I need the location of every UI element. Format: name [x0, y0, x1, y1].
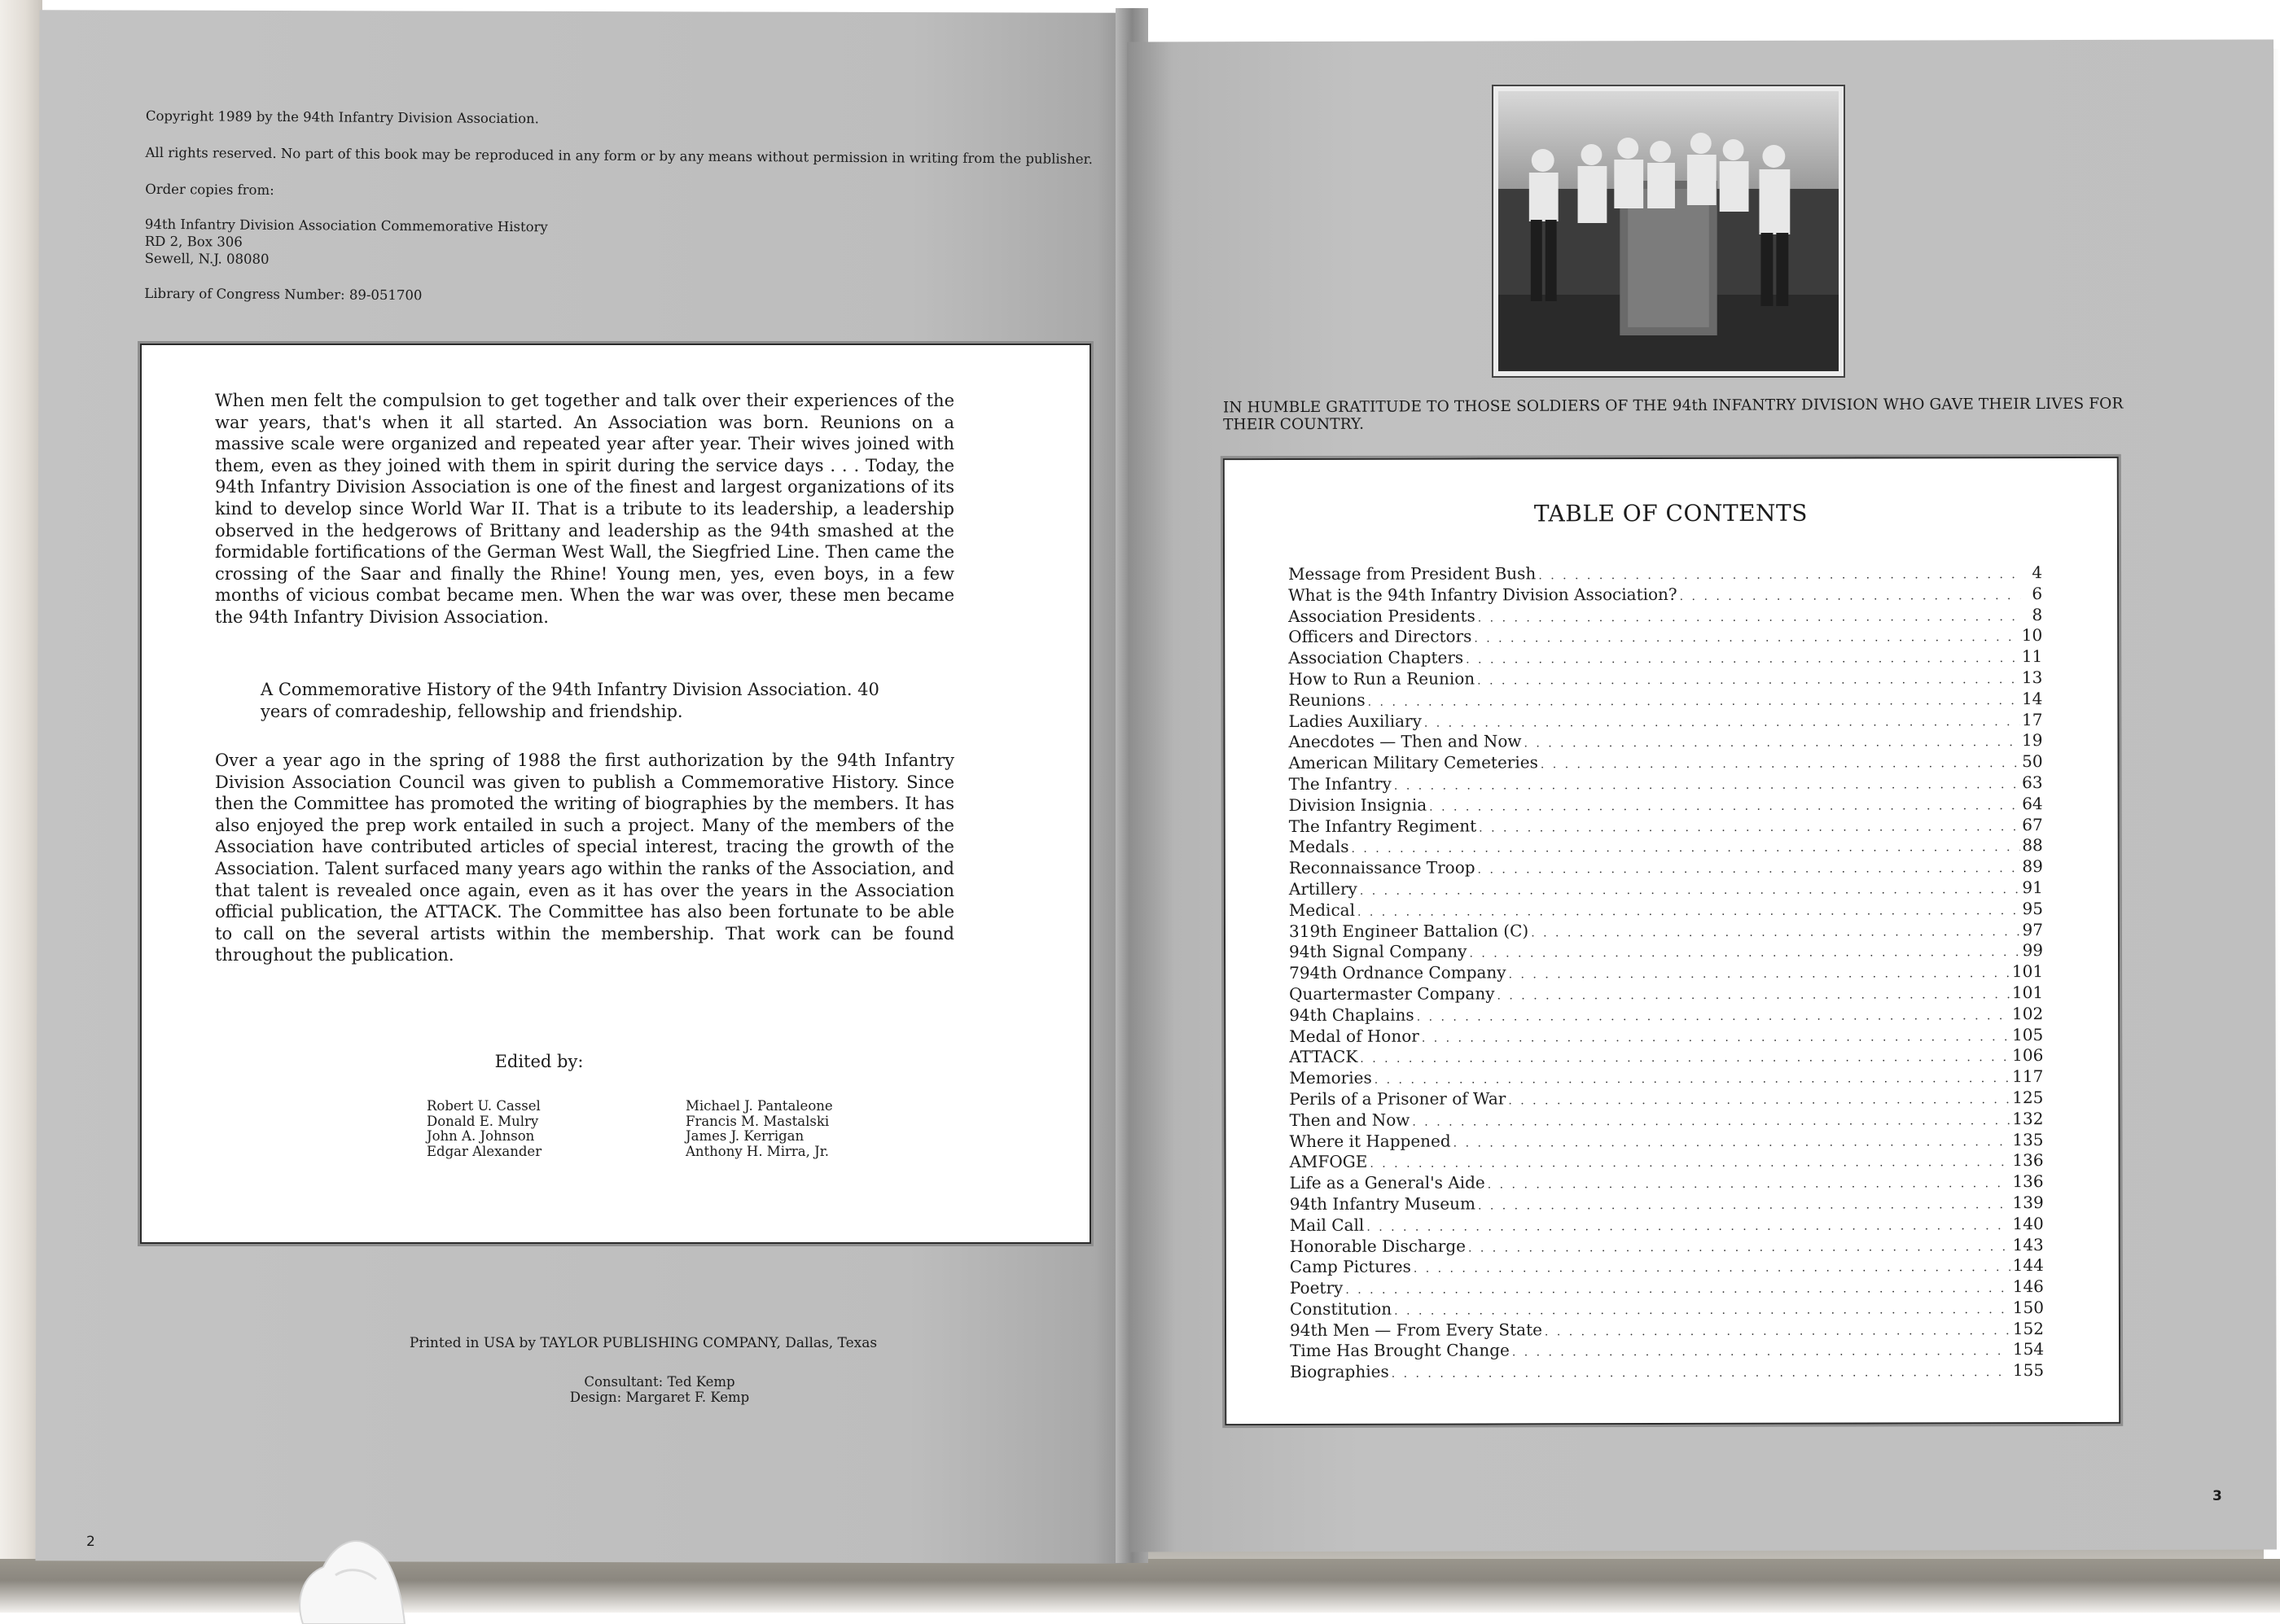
toc-entry — [1289, 751, 2043, 774]
foreword-box — [140, 344, 1091, 1244]
editors-column-1 — [427, 1099, 542, 1159]
toc-entry-title: Constitution — [1289, 1298, 1392, 1319]
toc-dot-leader — [1477, 673, 2019, 687]
toc-entry-title: 319th Engineer Battalion (C) — [1288, 920, 1529, 941]
toc-entry-page: 136 — [2012, 1150, 2044, 1171]
toc-entry-title: Medal of Honor — [1289, 1026, 1419, 1046]
toc-entry-page: 150 — [2012, 1297, 2044, 1318]
memorial-photo — [1492, 85, 1845, 378]
toc-entry — [1288, 646, 2042, 669]
toc-entry — [1289, 878, 2043, 900]
toc-entry-title: Camp Pictures — [1289, 1256, 1411, 1277]
toc-entry-page: 106 — [2012, 1045, 2044, 1066]
toc-list — [1288, 562, 2044, 1383]
page-number-left: 2 — [86, 1534, 95, 1550]
copyright-block — [144, 107, 1107, 328]
toc-entry-title: American Military Cemeteries — [1288, 752, 1538, 773]
toc-entry-page: 135 — [2012, 1129, 2044, 1149]
toc-entry-title: 94th Infantry Museum — [1289, 1193, 1475, 1214]
toc-dot-leader — [1366, 1219, 2010, 1234]
toc-entry — [1288, 689, 2042, 711]
toc-entry-page: 64 — [2022, 793, 2043, 813]
order-label: Order copies from: — [145, 181, 274, 198]
toc-entry — [1288, 730, 2042, 753]
toc-entry — [1289, 940, 2043, 963]
toc-entry-page: 101 — [2011, 961, 2044, 982]
toc-dot-leader — [1360, 883, 2020, 898]
toc-entry-title: How to Run a Reunion — [1288, 668, 1475, 689]
toc-entry — [1289, 794, 2043, 816]
toc-entry-title: 94th Signal Company — [1289, 941, 1467, 962]
toc-entry — [1288, 605, 2042, 628]
editors-column-2 — [686, 1099, 833, 1159]
toc-entry-title: What is the 94th Infantry Division Association? — [1288, 584, 1677, 605]
toc-entry-page: 17 — [2021, 709, 2043, 729]
toc-entry — [1289, 1045, 2043, 1068]
toc-entry-page: 146 — [2012, 1276, 2044, 1297]
toc-entry — [1290, 1255, 2044, 1278]
toc-entry-title: The Infantry Regiment — [1288, 816, 1477, 836]
toc-dot-leader — [1474, 631, 2019, 645]
toc-entry — [1288, 710, 2042, 733]
toc-entry-title: Ladies Auxiliary — [1288, 711, 1422, 731]
toc-dot-leader — [1429, 799, 2019, 814]
history-paragraph: Over a year ago in the spring of 1988 the first authorization by the 94th Infantry Division Association Council was given to publish a Commemorative History. Since then the Committee has promoted the writing of biographies by the members. It has also enjoyed the prep work entailed in such a project. Many of the members of the Association have contributed articles of special interest, tracing the growth of the Association. Talent surfaced many years ago within the ranks of the Association, and that talent is revealed once again, even as it has over the years in the Association official publication, the ATTACK. The Committee has also been fortunate to be able to call on the several artists within the membership. That work can be found throughout the publication. — [215, 751, 954, 965]
toc-dot-leader — [1479, 821, 2019, 834]
toc-entry — [1289, 961, 2043, 984]
toc-entry-title: Message from President Bush — [1288, 563, 1537, 584]
toc-entry — [1289, 1109, 2043, 1132]
toc-dot-leader — [1422, 1031, 2010, 1045]
toc-dot-leader — [1538, 568, 2020, 582]
toc-entry-title: Reconnaissance Troop — [1288, 857, 1475, 878]
toc-entry-page: 6 — [2032, 583, 2043, 603]
toc-dot-leader — [1375, 1072, 2010, 1087]
address-line: Sewell, N.J. 08080 — [144, 250, 270, 267]
design-credit: Design: Margaret F. Kemp — [569, 1390, 750, 1405]
toc-entry-page: 144 — [2012, 1255, 2044, 1276]
editor-name: Michael J. Pantaleone — [686, 1098, 833, 1114]
editor-name: Edgar Alexander — [427, 1143, 542, 1159]
toc-entry — [1289, 1066, 2043, 1089]
toc-entry — [1290, 1193, 2044, 1215]
toc-entry-page: 139 — [2012, 1192, 2044, 1213]
toc-entry — [1289, 1004, 2043, 1026]
toc-dot-leader — [1488, 1177, 2010, 1191]
toc-entry — [1290, 1235, 2044, 1258]
edited-by-heading: Edited by: — [494, 1052, 584, 1071]
toc-entry-page: 11 — [2021, 646, 2043, 667]
toc-entry-page: 143 — [2012, 1234, 2044, 1254]
toc-entry — [1289, 1130, 2043, 1153]
toc-dot-leader — [1417, 1009, 2010, 1024]
toc-entry — [1289, 856, 2043, 879]
toc-dot-leader — [1370, 1156, 2010, 1171]
group-photo-image — [1498, 91, 1839, 371]
toc-entry-title: Mail Call — [1289, 1215, 1365, 1235]
toc-dot-leader — [1531, 926, 2019, 939]
editor-name: Anthony H. Mirra, Jr. — [686, 1143, 830, 1159]
credits — [472, 1374, 847, 1405]
toc-entry-page: 97 — [2022, 919, 2043, 939]
toc-entry-page: 91 — [2022, 877, 2043, 898]
toc-dot-leader — [1466, 652, 2019, 666]
toc-dot-leader — [1454, 1136, 2010, 1149]
toc-dot-leader — [1541, 757, 2019, 771]
toc-entry-page: 13 — [2021, 668, 2043, 688]
toc-dot-leader — [1345, 1282, 2010, 1297]
toc-entry-page: 14 — [2021, 688, 2043, 708]
toc-dot-leader — [1392, 1366, 2010, 1381]
commemorative-line: A Commemorative History of the 94th Infantry Division Association. 40 years of comradeship, fellowship and friendship. — [261, 680, 879, 721]
toc-dot-leader — [1478, 1198, 2010, 1212]
toc-entry-page: 152 — [2012, 1318, 2045, 1338]
toc-dot-leader — [1357, 904, 2020, 919]
toc-entry — [1289, 815, 2043, 838]
toc-entry-page: 89 — [2022, 856, 2043, 877]
toc-title: TABLE OF CONTENTS — [1533, 499, 1808, 527]
toc-entry-page: 88 — [2022, 835, 2043, 856]
toc-entry-title: Honorable Discharge — [1289, 1236, 1466, 1256]
toc-entry — [1290, 1276, 2044, 1299]
editor-name: Donald E. Mulry — [427, 1113, 539, 1129]
toc-entry-title: The Infantry — [1288, 773, 1392, 794]
toc-entry-title: Officers and Directors — [1288, 626, 1472, 647]
toc-entry-title: 794th Ordnance Company — [1289, 962, 1506, 983]
table-of-contents — [1223, 457, 2120, 1425]
toc-entry-title: 94th Men — From Every State — [1289, 1320, 1542, 1340]
toc-entry-title: Perils of a Prisoner of War — [1289, 1088, 1506, 1109]
toc-entry — [1289, 1025, 2043, 1048]
toc-entry-title: Quartermaster Company — [1289, 983, 1495, 1004]
toc-dot-leader — [1412, 1114, 2010, 1129]
toc-dot-leader — [1508, 1093, 2010, 1107]
toc-entry — [1288, 625, 2042, 648]
toc-entry — [1290, 1319, 2044, 1342]
toc-entry — [1289, 1088, 2043, 1110]
toc-dot-leader — [1394, 778, 2019, 793]
toc-entry — [1289, 835, 2043, 858]
editor-name: Francis M. Mastalski — [686, 1113, 830, 1129]
intro-paragraph: When men felt the compulsion to get together and talk over their experiences of the war years, that's when it all started. An Association was born. Reunions on a massive scale were organized and repeated year after year. Their wives joined with them, even as they joined with them in spirit during the service days . . . Today, the 94th Infantry Division Association is one of the finest and largest organizations of its kind to develop since World War II. That is a tribute to its leadership, a leadership observed in the hedgerows of Brittany and leadership as the 94th smashed at the formidable fortifications of the German West Wall, the Siegfried Line. Then came the crossing of the Saar and finally the Rhine! Young men, yes, even boys, in a few months of vicious combat became men. When the war was over, these men became the 94th Infantry Division Association. — [215, 391, 954, 627]
toc-dot-leader — [1394, 1303, 2010, 1318]
editor-name: John A. Johnson — [427, 1128, 535, 1144]
toc-entry-title: Medical — [1288, 900, 1355, 920]
toc-entry-page: 154 — [2012, 1339, 2045, 1359]
toc-entry-page: 19 — [2022, 730, 2043, 751]
toc-entry-title: Where it Happened — [1289, 1131, 1451, 1151]
toc-entry-page: 10 — [2021, 625, 2043, 646]
toc-dot-leader — [1497, 988, 2009, 1002]
toc-entry-title: Association Chapters — [1288, 647, 1464, 668]
toc-entry-page: 8 — [2032, 604, 2043, 624]
toc-entry-page: 4 — [2032, 562, 2043, 583]
toc-entry-page: 63 — [2022, 773, 2043, 793]
toc-entry-title: 94th Chaplains — [1289, 1005, 1414, 1025]
toc-dot-leader — [1478, 862, 2020, 876]
toc-entry-page: 99 — [2022, 940, 2044, 961]
toc-entry — [1288, 584, 2042, 606]
toc-entry-title: Biographies — [1290, 1362, 1389, 1382]
toc-dot-leader — [1414, 1261, 2010, 1276]
toc-entry-title: Then and Now — [1289, 1110, 1410, 1130]
printer-credit: Printed in USA by TAYLOR PUBLISHING COMPANY, Dallas, Texas — [409, 1335, 878, 1351]
toc-entry — [1288, 562, 2042, 585]
toc-entry-title: Time Has Brought Change — [1290, 1340, 1510, 1361]
toc-entry-title: Anecdotes — Then and Now — [1288, 731, 1522, 752]
toc-dot-leader — [1545, 1324, 2010, 1338]
toc-entry — [1290, 1298, 2044, 1320]
toc-dot-leader — [1351, 841, 2019, 856]
toc-entry — [1290, 1171, 2044, 1194]
toc-dot-leader — [1512, 1346, 2010, 1359]
page-number-right: 3 — [2212, 1488, 2222, 1504]
toc-dot-leader — [1524, 736, 2019, 750]
toc-entry — [1289, 920, 2043, 943]
dedication: IN HUMBLE GRATITUDE TO THOSE SOLDIERS OF THE 94th INFANTRY DIVISION WHO GAVE THEIR LIVES FOR THEIR COUNTRY. — [1222, 395, 2124, 434]
copyright-notice: Copyright 1989 by the 94th Infantry Division Association. — [145, 107, 540, 127]
toc-entry-page: 136 — [2012, 1171, 2044, 1192]
toc-entry — [1288, 668, 2042, 690]
toc-entry-page: 117 — [2012, 1066, 2044, 1087]
toc-dot-leader — [1478, 611, 2020, 624]
toc-entry-page: 102 — [2011, 1003, 2044, 1023]
consultant-credit: Consultant: Ted Kemp — [584, 1374, 735, 1390]
toc-entry-title: Artillery — [1288, 878, 1357, 899]
toc-entry-page: 67 — [2022, 814, 2043, 834]
toc-entry-page: 125 — [2012, 1087, 2044, 1108]
toc-dot-leader — [1360, 1051, 2010, 1066]
toc-entry — [1290, 1360, 2044, 1383]
toc-entry-title: Medals — [1288, 837, 1349, 857]
toc-entry-page: 95 — [2022, 898, 2043, 918]
toc-entry-title: Memories — [1289, 1067, 1372, 1088]
toc-entry-page: 132 — [2012, 1108, 2044, 1128]
toc-dot-leader — [1469, 946, 2019, 960]
toc-entry-title: Reunions — [1288, 689, 1366, 710]
toc-entry — [1290, 1214, 2044, 1237]
toc-dot-leader — [1424, 716, 2019, 730]
address-line: 94th Infantry Division Association Commemorative History — [144, 216, 548, 235]
library-number: Library of Congress Number: 89-051700 — [144, 285, 423, 304]
toc-entry — [1289, 899, 2043, 921]
toc-entry-page: 101 — [2011, 982, 2044, 1003]
toc-entry-title: AMFOGE — [1289, 1152, 1368, 1172]
toc-dot-leader — [1468, 1241, 2010, 1254]
toc-dot-leader — [1509, 967, 2010, 981]
toc-entry-title: Association Presidents — [1288, 606, 1475, 626]
editor-name: Robert U. Cassel — [427, 1098, 541, 1114]
order-address — [145, 216, 1106, 274]
toc-dot-leader — [1680, 589, 2021, 603]
toc-entry-page: 140 — [2012, 1213, 2044, 1233]
toc-entry-page: 105 — [2012, 1024, 2044, 1044]
white-glove — [287, 1510, 409, 1624]
toc-entry-page: 50 — [2022, 751, 2043, 772]
toc-entry — [1289, 983, 2043, 1005]
toc-entry-title: Poetry — [1289, 1277, 1344, 1298]
editor-name: James J. Kerrigan — [686, 1128, 805, 1144]
toc-entry — [1289, 773, 2043, 795]
address-line: RD 2, Box 306 — [144, 233, 243, 250]
toc-dot-leader — [1368, 694, 2019, 709]
toc-entry-title: Life as a General's Aide — [1289, 1172, 1485, 1193]
rights-notice: All rights reserved. No part of this book may be reproduced in any form or by any means without permission in writing from the publisher. — [145, 144, 1093, 168]
toc-entry-title: Division Insignia — [1288, 794, 1427, 815]
toc-entry-title: ATTACK — [1289, 1047, 1358, 1067]
toc-entry-page: 155 — [2012, 1360, 2045, 1381]
toc-entry — [1290, 1340, 2044, 1363]
toc-entry — [1290, 1150, 2044, 1173]
